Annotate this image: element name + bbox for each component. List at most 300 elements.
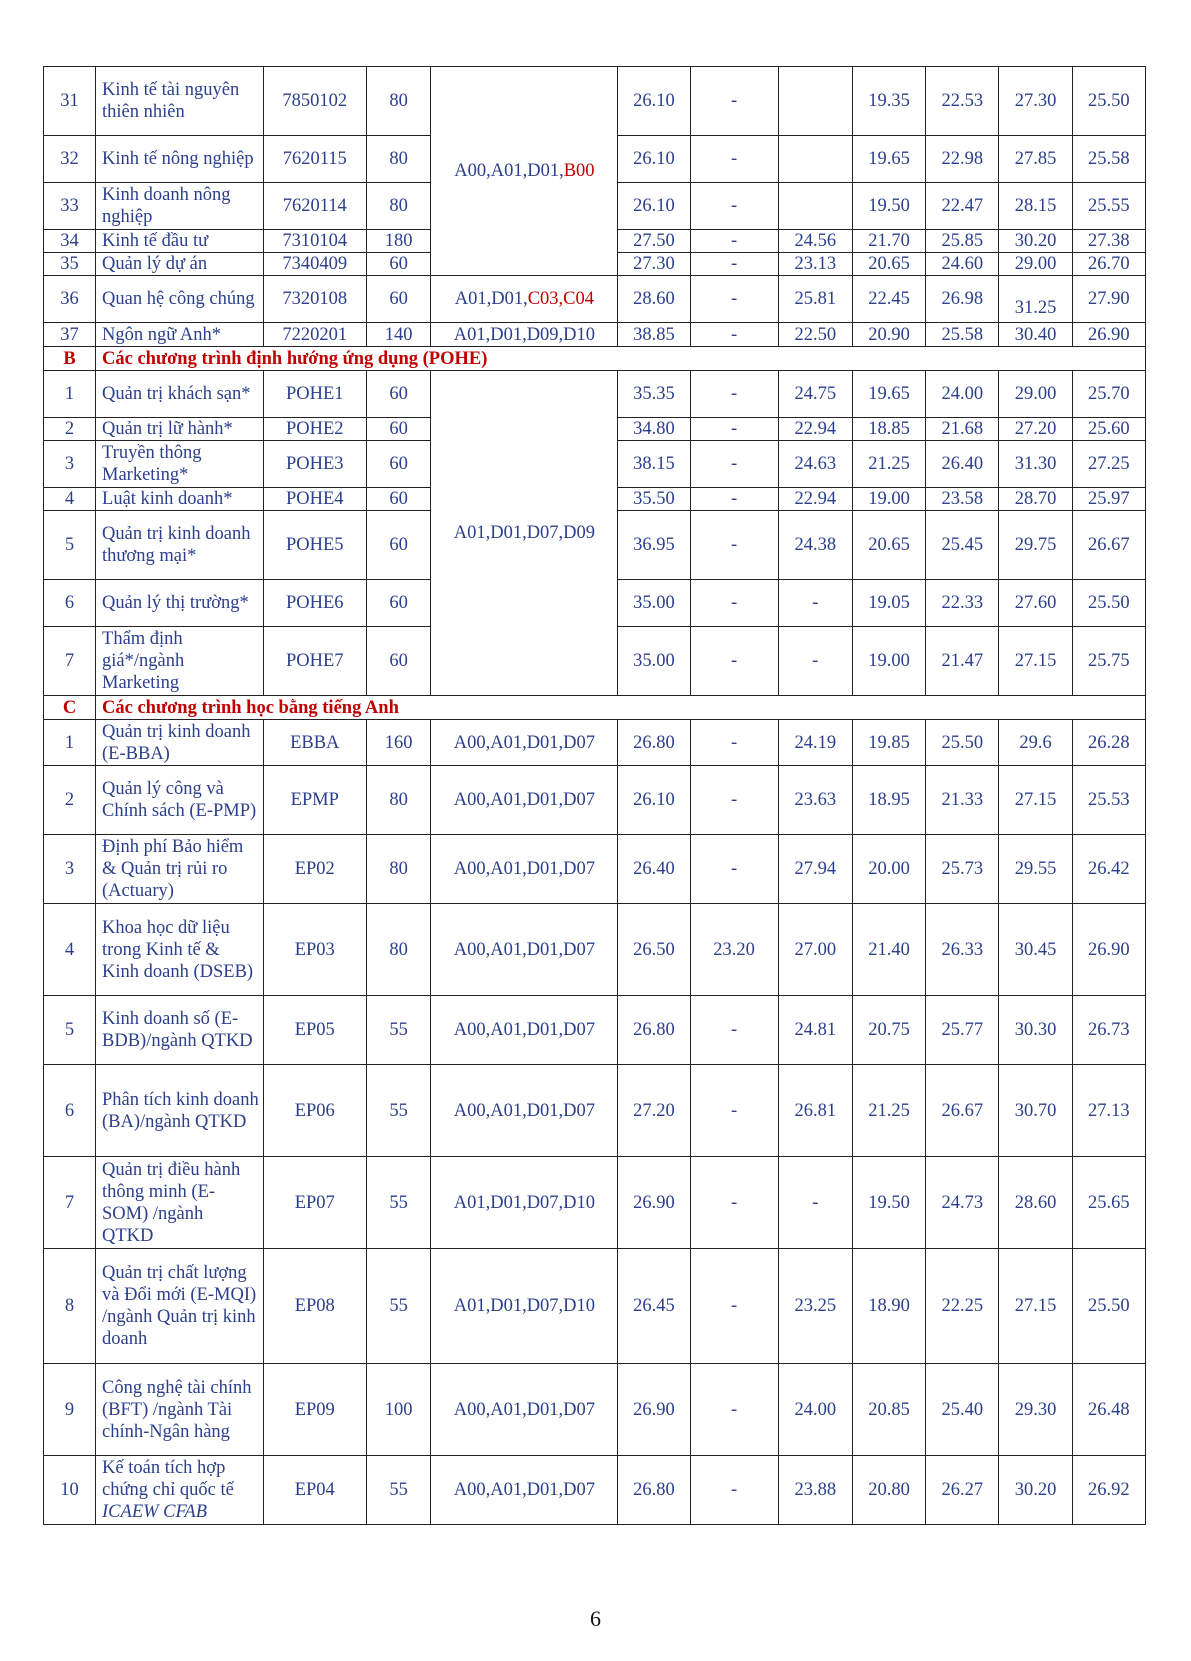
score-6: 27.30 — [999, 67, 1072, 136]
score-5: 22.98 — [926, 136, 999, 183]
program-code: EBBA — [263, 720, 366, 766]
program-name: Ngôn ngữ Anh* — [96, 323, 264, 347]
row-number: 34 — [44, 230, 96, 253]
score-1: 35.00 — [618, 627, 690, 696]
score-3: 27.94 — [778, 835, 852, 904]
score-5: 21.68 — [926, 418, 999, 441]
score-7: 25.75 — [1072, 627, 1145, 696]
score-2: - — [690, 766, 778, 835]
subject-combination: A01,D01,D07,D10 — [431, 1157, 618, 1249]
score-4: 19.50 — [852, 1157, 925, 1249]
score-6: 27.60 — [999, 580, 1072, 627]
program-name — [96, 1157, 264, 1249]
score-7: 25.55 — [1072, 183, 1145, 230]
section-a-body — [44, 67, 1146, 347]
score-6: 28.60 — [999, 1157, 1072, 1249]
score-3: 26.81 — [778, 1065, 852, 1157]
row-number: 9 — [44, 1364, 96, 1456]
score-3: 27.00 — [778, 904, 852, 996]
score-7: 25.50 — [1072, 580, 1145, 627]
score-4: 19.65 — [852, 371, 925, 418]
score-2: - — [690, 67, 778, 136]
row-number: 3 — [44, 835, 96, 904]
score-6: 29.55 — [999, 835, 1072, 904]
score-7: 26.70 — [1072, 253, 1145, 276]
score-6: 29.00 — [999, 253, 1072, 276]
program-code: EP07 — [263, 1157, 366, 1249]
score-6: 29.6 — [999, 720, 1072, 766]
row-number: 36 — [44, 276, 96, 323]
subject-combination: A01,D01,D07,D09 — [431, 371, 618, 696]
score-6: 27.15 — [999, 627, 1072, 696]
score-5: 26.67 — [926, 1065, 999, 1157]
score-3: 23.63 — [778, 766, 852, 835]
quota: 80 — [366, 835, 431, 904]
program-code: POHE3 — [263, 441, 366, 488]
score-4: 20.75 — [852, 996, 925, 1065]
program-name — [96, 1364, 264, 1456]
score-4: 19.00 — [852, 627, 925, 696]
score-4: 18.90 — [852, 1249, 925, 1364]
row-number: 7 — [44, 1157, 96, 1249]
score-5: 25.77 — [926, 996, 999, 1065]
quota: 80 — [366, 67, 431, 136]
score-2: 23.20 — [690, 904, 778, 996]
program-name — [96, 720, 264, 766]
quota: 60 — [366, 276, 431, 323]
score-7: 27.25 — [1072, 441, 1145, 488]
score-2: - — [690, 488, 778, 511]
score-1: 26.10 — [618, 766, 690, 835]
table-row — [44, 67, 1146, 136]
subject-combination — [431, 67, 618, 276]
score-1: 38.85 — [618, 323, 690, 347]
program-name — [96, 835, 264, 904]
combo-text: A01,D01, — [454, 289, 528, 309]
quota: 60 — [366, 418, 431, 441]
score-1: 26.90 — [618, 1364, 690, 1456]
score-6: 30.30 — [999, 996, 1072, 1065]
score-7: 26.90 — [1072, 323, 1145, 347]
score-4: 20.65 — [852, 253, 925, 276]
score-1: 26.80 — [618, 996, 690, 1065]
quota: 80 — [366, 136, 431, 183]
score-7: 27.13 — [1072, 1065, 1145, 1157]
score-2: - — [690, 720, 778, 766]
program-code: EP06 — [263, 1065, 366, 1157]
score-1: 26.10 — [618, 136, 690, 183]
table-row — [44, 371, 1146, 418]
score-2: - — [690, 136, 778, 183]
subject-combination: A01,D01,D07,D10 — [431, 1249, 618, 1364]
score-4: 19.35 — [852, 67, 925, 136]
table-row — [44, 1249, 1146, 1364]
program-name-text: Phân tích kinh doanh (BA)/ngành QTKD — [102, 1089, 259, 1132]
score-5: 25.50 — [926, 720, 999, 766]
program-name: Quản lý thị trường* — [96, 580, 264, 627]
quota: 55 — [366, 1249, 431, 1364]
program-name — [96, 904, 264, 996]
score-1: 26.50 — [618, 904, 690, 996]
score-5: 24.00 — [926, 371, 999, 418]
subject-combination: A00,A01,D01,D07 — [431, 1364, 618, 1456]
score-3: 22.50 — [778, 323, 852, 347]
score-2: - — [690, 580, 778, 627]
score-6: 27.15 — [999, 766, 1072, 835]
row-number: 31 — [44, 67, 96, 136]
program-name-text: Định phí Bảo hiểm & Quản trị rủi ro (Actuary) — [102, 837, 244, 901]
program-name — [96, 766, 264, 835]
score-3: 24.38 — [778, 511, 852, 580]
quota: 55 — [366, 1157, 431, 1249]
score-7: 25.97 — [1072, 488, 1145, 511]
row-number: 1 — [44, 371, 96, 418]
row-number: 37 — [44, 323, 96, 347]
score-2: - — [690, 1456, 778, 1525]
score-2: - — [690, 441, 778, 488]
score-3: 24.19 — [778, 720, 852, 766]
subject-combination: A00,A01,D01,D07 — [431, 1456, 618, 1525]
score-1: 36.95 — [618, 511, 690, 580]
score-5: 24.60 — [926, 253, 999, 276]
score-6: 27.20 — [999, 418, 1072, 441]
score-1: 27.20 — [618, 1065, 690, 1157]
program-name: Luật kinh doanh* — [96, 488, 264, 511]
score-7: 26.73 — [1072, 996, 1145, 1065]
program-code: 7310104 — [263, 230, 366, 253]
subject-combination: A00,A01,D01,D07 — [431, 904, 618, 996]
score-7: 25.58 — [1072, 136, 1145, 183]
score-5: 22.47 — [926, 183, 999, 230]
combo-highlight: B00 — [563, 161, 595, 181]
score-1: 26.80 — [618, 1456, 690, 1525]
score-2: - — [690, 418, 778, 441]
score-7: 26.48 — [1072, 1364, 1145, 1456]
program-code: POHE2 — [263, 418, 366, 441]
quota: 55 — [366, 1456, 431, 1525]
table-row — [44, 323, 1146, 347]
score-7: 26.67 — [1072, 511, 1145, 580]
score-1: 26.10 — [618, 183, 690, 230]
program-code: 7620114 — [263, 183, 366, 230]
score-7: 26.42 — [1072, 835, 1145, 904]
score-3: 24.56 — [778, 230, 852, 253]
score-4: 19.00 — [852, 488, 925, 511]
section-b-rows — [44, 371, 1146, 696]
program-code: POHE1 — [263, 371, 366, 418]
program-name-italic: ICAEW CFAB — [102, 1502, 208, 1522]
subject-combination: A00,A01,D01,D07 — [431, 1065, 618, 1157]
section-title: Các chương trình định hướng ứng dụng (POHE) — [96, 347, 1146, 371]
quota: 55 — [366, 996, 431, 1065]
program-name-text: Kế toán tích hợp chứng chỉ quốc tế — [102, 1458, 234, 1500]
program-code: 7850102 — [263, 67, 366, 136]
quota: 80 — [366, 183, 431, 230]
table-row — [44, 996, 1146, 1065]
program-name-text: Kinh doanh số (E-BDB)/ngành QTKD — [102, 1009, 253, 1051]
row-number: 6 — [44, 580, 96, 627]
score-4: 21.25 — [852, 441, 925, 488]
program-name — [96, 1456, 264, 1525]
program-name: Thẩm định giá*/ngành Marketing — [96, 627, 264, 696]
score-2: - — [690, 627, 778, 696]
score-2: - — [690, 511, 778, 580]
program-code: EP09 — [263, 1364, 366, 1456]
quota: 60 — [366, 253, 431, 276]
score-6: 30.20 — [999, 1456, 1072, 1525]
score-4: 20.90 — [852, 323, 925, 347]
score-5: 22.53 — [926, 67, 999, 136]
program-code: EP03 — [263, 904, 366, 996]
score-7: 27.38 — [1072, 230, 1145, 253]
score-3: 25.81 — [778, 276, 852, 323]
score-3: 23.88 — [778, 1456, 852, 1525]
program-code: 7320108 — [263, 276, 366, 323]
section-c-rows — [44, 720, 1146, 1525]
score-6 — [999, 276, 1072, 323]
score-3: 22.94 — [778, 418, 852, 441]
score-1: 35.00 — [618, 580, 690, 627]
row-number: 4 — [44, 904, 96, 996]
program-name: Kinh doanh nông nghiệp — [96, 183, 264, 230]
program-name: Kinh tế đầu tư — [96, 230, 264, 253]
table-row — [44, 766, 1146, 835]
score-2: - — [690, 230, 778, 253]
score-4: 22.45 — [852, 276, 925, 323]
subject-combination: A00,A01,D01,D07 — [431, 835, 618, 904]
table-row — [44, 1364, 1146, 1456]
score-6-value: 31.25 — [1014, 298, 1057, 318]
score-4: 20.00 — [852, 835, 925, 904]
combo-highlight: C03,C04 — [527, 289, 595, 309]
score-3: 24.75 — [778, 371, 852, 418]
score-6: 28.15 — [999, 183, 1072, 230]
row-number: 5 — [44, 996, 96, 1065]
program-name — [96, 996, 264, 1065]
quota: 60 — [366, 511, 431, 580]
program-code: EP08 — [263, 1249, 366, 1364]
score-7: 25.60 — [1072, 418, 1145, 441]
row-number: 33 — [44, 183, 96, 230]
score-3: 24.63 — [778, 441, 852, 488]
row-number: 2 — [44, 418, 96, 441]
score-6: 27.15 — [999, 1249, 1072, 1364]
score-7: 25.65 — [1072, 1157, 1145, 1249]
program-name-text: Khoa học dữ liệu trong Kinh tế & Kinh doanh (DSEB) — [102, 917, 254, 982]
score-5: 26.40 — [926, 441, 999, 488]
program-name: Quản trị khách sạn* — [96, 371, 264, 418]
score-3 — [778, 136, 852, 183]
score-6: 29.30 — [999, 1364, 1072, 1456]
score-2: - — [690, 323, 778, 347]
score-1: 26.90 — [618, 1157, 690, 1249]
score-6: 30.45 — [999, 904, 1072, 996]
score-4: 20.80 — [852, 1456, 925, 1525]
score-2: - — [690, 253, 778, 276]
score-2: - — [690, 1364, 778, 1456]
table-row — [44, 276, 1146, 323]
program-name-text: Công nghệ tài chính (BFT) /ngành Tài chính-Ngân hàng — [102, 1377, 252, 1442]
program-code: POHE5 — [263, 511, 366, 580]
section-title: Các chương trình học bằng tiếng Anh — [96, 696, 1146, 720]
quota: 55 — [366, 1065, 431, 1157]
score-4: 19.05 — [852, 580, 925, 627]
program-name: Quản trị lữ hành* — [96, 418, 264, 441]
score-2: - — [690, 276, 778, 323]
score-7: 25.70 — [1072, 371, 1145, 418]
score-5: 25.40 — [926, 1364, 999, 1456]
program-name — [96, 1065, 264, 1157]
section-header — [44, 347, 1146, 371]
program-code: POHE4 — [263, 488, 366, 511]
program-name: Quản lý dự án — [96, 253, 264, 276]
score-1: 26.10 — [618, 67, 690, 136]
score-5: 23.58 — [926, 488, 999, 511]
table-row — [44, 835, 1146, 904]
subject-combination: A00,A01,D01,D07 — [431, 766, 618, 835]
table-row — [44, 720, 1146, 766]
score-1: 26.45 — [618, 1249, 690, 1364]
section-header — [44, 696, 1146, 720]
score-7: 25.50 — [1072, 67, 1145, 136]
score-2: - — [690, 996, 778, 1065]
score-1: 27.50 — [618, 230, 690, 253]
program-code: EP02 — [263, 835, 366, 904]
admission-score-table — [43, 66, 1146, 1525]
score-3 — [778, 67, 852, 136]
section-c-body — [44, 696, 1146, 720]
table-row — [44, 1456, 1146, 1525]
program-code: EPMP — [263, 766, 366, 835]
score-2: - — [690, 1157, 778, 1249]
score-3: 23.13 — [778, 253, 852, 276]
row-number: 35 — [44, 253, 96, 276]
score-3 — [778, 183, 852, 230]
program-code: 7620115 — [263, 136, 366, 183]
program-code: 7340409 — [263, 253, 366, 276]
score-3: - — [778, 580, 852, 627]
quota: 60 — [366, 371, 431, 418]
program-code: 7220201 — [263, 323, 366, 347]
score-5: 24.73 — [926, 1157, 999, 1249]
score-3: - — [778, 627, 852, 696]
score-7: 27.90 — [1072, 276, 1145, 323]
row-number: 32 — [44, 136, 96, 183]
score-1: 35.50 — [618, 488, 690, 511]
row-number: 3 — [44, 441, 96, 488]
score-6: 29.75 — [999, 511, 1072, 580]
subject-combination: A00,A01,D01,D07 — [431, 720, 618, 766]
score-5: 25.58 — [926, 323, 999, 347]
row-number: 7 — [44, 627, 96, 696]
program-code: EP04 — [263, 1456, 366, 1525]
program-name-text: Quản lý công và Chính sách (E-PMP) — [102, 779, 257, 821]
score-2: - — [690, 371, 778, 418]
score-4: 19.65 — [852, 136, 925, 183]
score-6: 30.20 — [999, 230, 1072, 253]
score-7: 25.50 — [1072, 1249, 1145, 1364]
score-4: 18.95 — [852, 766, 925, 835]
quota: 60 — [366, 627, 431, 696]
quota: 60 — [366, 441, 431, 488]
program-name: Quản trị kinh doanh thương mại* — [96, 511, 264, 580]
score-1: 34.80 — [618, 418, 690, 441]
score-1: 26.40 — [618, 835, 690, 904]
section-label: B — [44, 347, 96, 371]
score-5: 26.98 — [926, 276, 999, 323]
score-6: 30.40 — [999, 323, 1072, 347]
score-5: 25.45 — [926, 511, 999, 580]
score-6: 30.70 — [999, 1065, 1072, 1157]
subject-combination: A01,D01,D09,D10 — [431, 323, 618, 347]
quota: 60 — [366, 488, 431, 511]
quota: 80 — [366, 904, 431, 996]
table-row — [44, 1157, 1146, 1249]
quota: 100 — [366, 1364, 431, 1456]
score-2: - — [690, 183, 778, 230]
score-5: 21.33 — [926, 766, 999, 835]
score-5: 26.27 — [926, 1456, 999, 1525]
score-4: 18.85 — [852, 418, 925, 441]
score-3: 24.81 — [778, 996, 852, 1065]
row-number: 4 — [44, 488, 96, 511]
quota: 60 — [366, 580, 431, 627]
quota: 80 — [366, 766, 431, 835]
program-name-text: Quản trị kinh doanh (E-BBA) — [102, 721, 251, 764]
score-1: 38.15 — [618, 441, 690, 488]
score-1: 35.35 — [618, 371, 690, 418]
score-5: 26.33 — [926, 904, 999, 996]
score-5: 22.25 — [926, 1249, 999, 1364]
program-name-text: Quản trị chất lượng và Đổi mới (E-MQI) /ngành Quản trị kinh doanh — [102, 1263, 257, 1349]
subject-combination — [431, 276, 618, 323]
quota: 180 — [366, 230, 431, 253]
score-3: 22.94 — [778, 488, 852, 511]
row-number: 5 — [44, 511, 96, 580]
score-7: 25.53 — [1072, 766, 1145, 835]
combo-text: A00,A01,D01, — [454, 161, 564, 181]
score-1: 28.60 — [618, 276, 690, 323]
row-number: 10 — [44, 1456, 96, 1525]
score-6: 31.30 — [999, 441, 1072, 488]
score-5: 25.85 — [926, 230, 999, 253]
score-4: 21.40 — [852, 904, 925, 996]
program-name-text: Quản trị điều hành thông minh (E-SOM) /ngành QTKD — [102, 1159, 241, 1246]
program-name: Truyền thông Marketing* — [96, 441, 264, 488]
program-name — [96, 1249, 264, 1364]
program-name: Kinh tế tài nguyên thiên nhiên — [96, 67, 264, 136]
score-2: - — [690, 1065, 778, 1157]
score-5: 21.47 — [926, 627, 999, 696]
quota: 160 — [366, 720, 431, 766]
table-row — [44, 904, 1146, 996]
page-number: 6 — [590, 1606, 601, 1631]
row-number: 8 — [44, 1249, 96, 1364]
score-1: 26.80 — [618, 720, 690, 766]
score-4: 19.85 — [852, 720, 925, 766]
program-name: Kinh tế nông nghiệp — [96, 136, 264, 183]
score-1: 27.30 — [618, 253, 690, 276]
score-5: 25.73 — [926, 835, 999, 904]
score-3: 24.00 — [778, 1364, 852, 1456]
score-7: 26.28 — [1072, 720, 1145, 766]
table-row — [44, 1065, 1146, 1157]
program-code: EP05 — [263, 996, 366, 1065]
score-6: 27.85 — [999, 136, 1072, 183]
quota: 140 — [366, 323, 431, 347]
score-6: 28.70 — [999, 488, 1072, 511]
row-number: 1 — [44, 720, 96, 766]
